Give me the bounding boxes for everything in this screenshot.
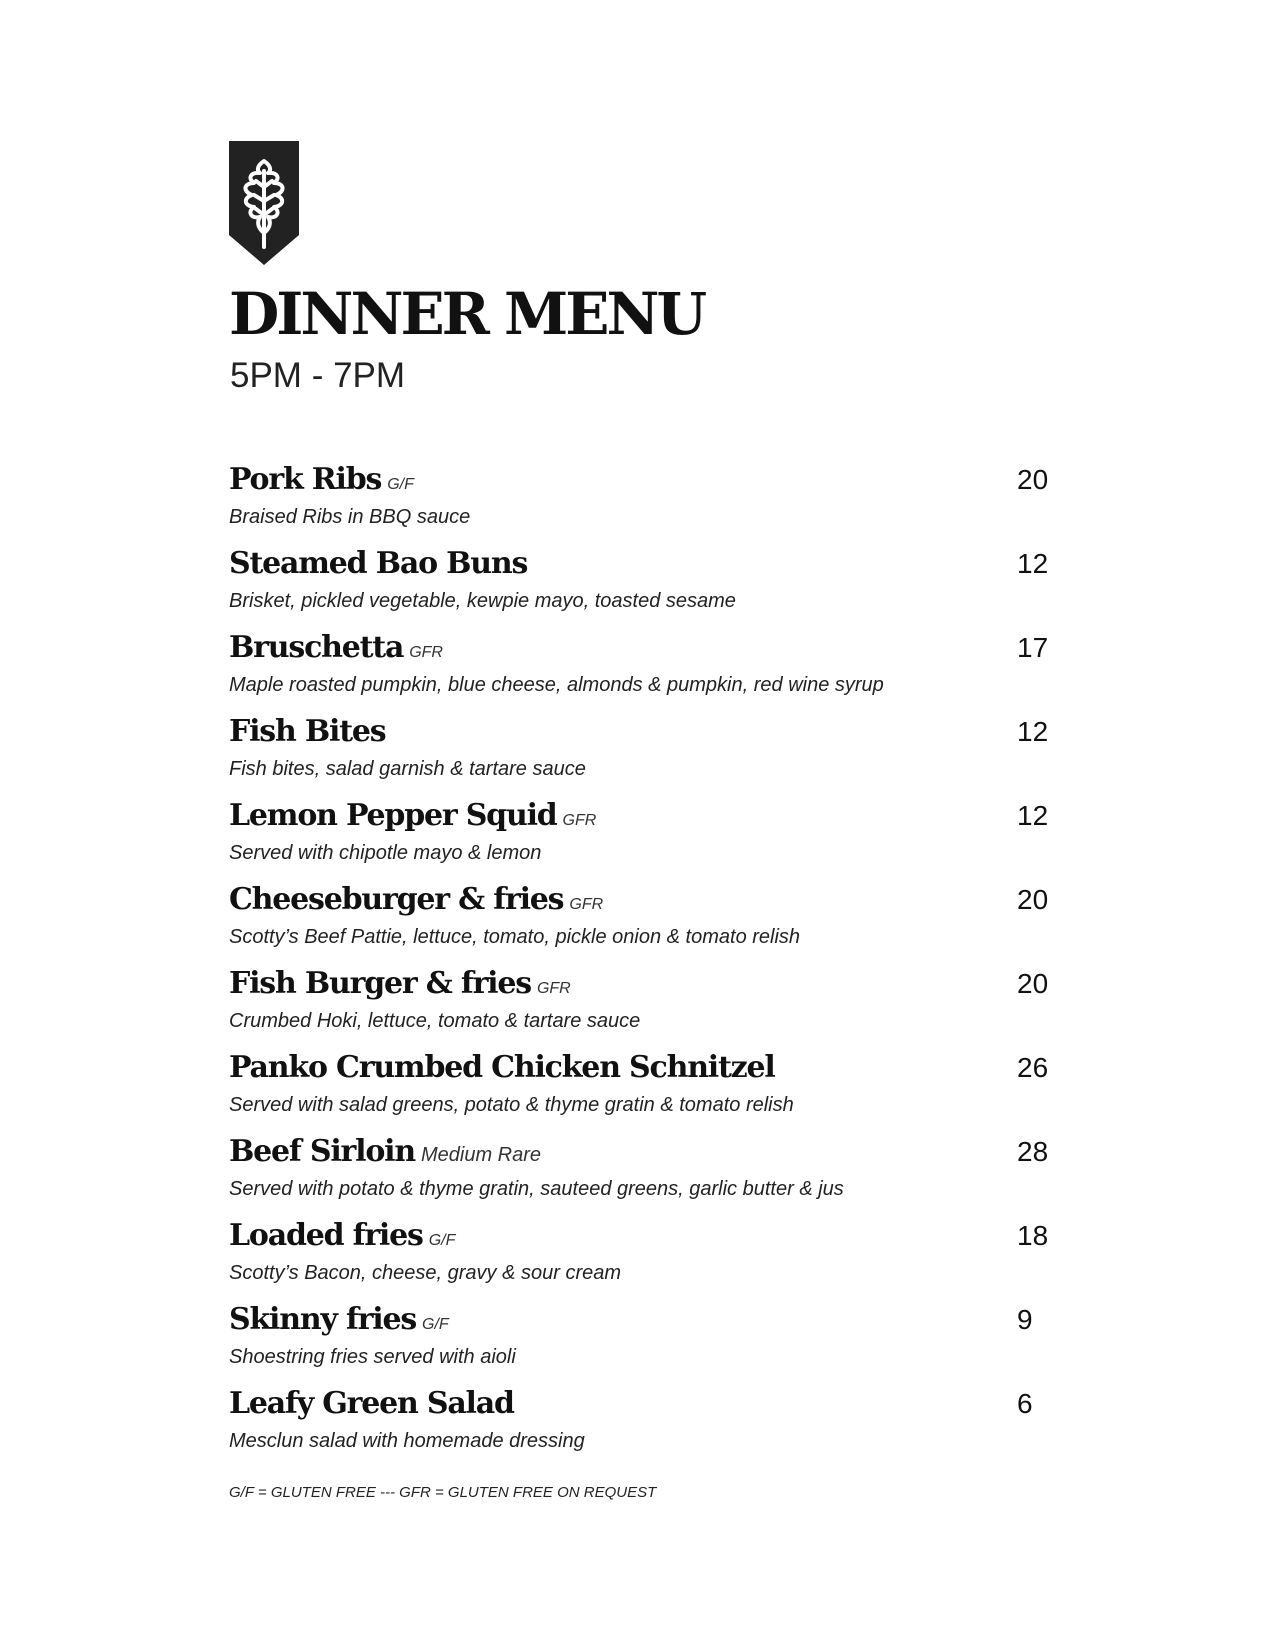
item-description: Mesclun salad with homemade dressing [229,1430,585,1452]
item-price: 20 [1017,968,1049,999]
item-name: Loaded fries [229,1218,423,1253]
item-price: 20 [1017,464,1049,495]
item-name: Leafy Green Salad [229,1386,514,1421]
oak-leaf-shield-icon [229,141,299,265]
menu-list [229,460,1059,1468]
item-description: Brisket, pickled vegetable, kewpie mayo, toasted sesame [229,590,736,612]
item-description: Maple roasted pumpkin, blue cheese, almonds & pumpkin, red wine syrup [229,674,884,696]
menu-item [229,544,1059,628]
item-price: 12 [1017,548,1049,579]
item-price: 6 [1017,1388,1033,1419]
item-price: 26 [1017,1052,1049,1083]
service-hours: 5PM - 7PM [230,356,406,395]
dietary-tag: G/F [387,476,414,493]
item-price: 20 [1017,884,1049,915]
item-description: Served with salad greens, potato & thyme gratin & tomato relish [229,1094,794,1116]
dietary-tag: GFR [562,812,597,829]
item-description: Served with chipotle mayo & lemon [229,842,542,864]
dietary-tag: G/F [428,1232,456,1249]
menu-item [229,880,1059,964]
dietary-tag: GFR [536,980,571,997]
dietary-tag: GFR [409,644,443,661]
menu-item [229,1300,1059,1384]
item-price: 9 [1017,1304,1033,1335]
item-name: Fish Burger & fries [229,966,531,1001]
item-description: Scotty’s Bacon, cheese, gravy & sour cream [229,1262,622,1284]
menu-title: DINNER MENU [229,280,705,348]
item-description: Scotty’s Beef Pattie, lettuce, tomato, pickle onion & tomato relish [229,926,801,948]
dietary-tag: G/F [422,1316,449,1333]
menu-item [229,712,1059,796]
item-name: Cheeseburger & fries [229,882,564,917]
item-name: Skinny fries [229,1302,417,1337]
menu-item [229,460,1059,544]
item-price: 12 [1017,800,1049,831]
item-description: Fish bites, salad garnish & tartare sauce [229,758,586,780]
menu-item [229,1384,1059,1468]
item-name: Panko Crumbed Chicken Schnitzel [229,1050,775,1085]
item-description: Braised Ribs in BBQ sauce [229,506,471,528]
menu-item [229,964,1059,1048]
dietary-tag: GFR [569,896,604,913]
item-price: 17 [1017,632,1049,663]
item-price: 12 [1017,716,1049,747]
item-price: 18 [1017,1220,1049,1251]
gluten-free-legend: G/F = GLUTEN FREE --- GFR = GLUTEN FREE ON REQUEST [229,1484,657,1501]
menu-item [229,628,1059,712]
menu-item [229,1048,1059,1132]
menu-item [229,796,1059,880]
item-name: Bruschetta [229,630,404,665]
item-name: Fish Bites [229,714,386,749]
item-description: Served with potato & thyme gratin, sauteed greens, garlic butter & jus [229,1178,844,1200]
item-name: Pork Ribs [229,462,382,497]
dietary-tag: Medium Rare [420,1144,542,1166]
menu-item [229,1216,1059,1300]
item-name: Beef Sirloin [229,1134,415,1169]
item-name: Lemon Pepper Squid [229,798,557,833]
item-name: Steamed Bao Buns [229,546,528,581]
menu-item [229,1132,1059,1216]
item-description: Crumbed Hoki, lettuce, tomato & tartare sauce [229,1010,641,1032]
item-price: 28 [1017,1136,1049,1167]
item-description: Shoestring fries served with aioli [229,1346,516,1368]
